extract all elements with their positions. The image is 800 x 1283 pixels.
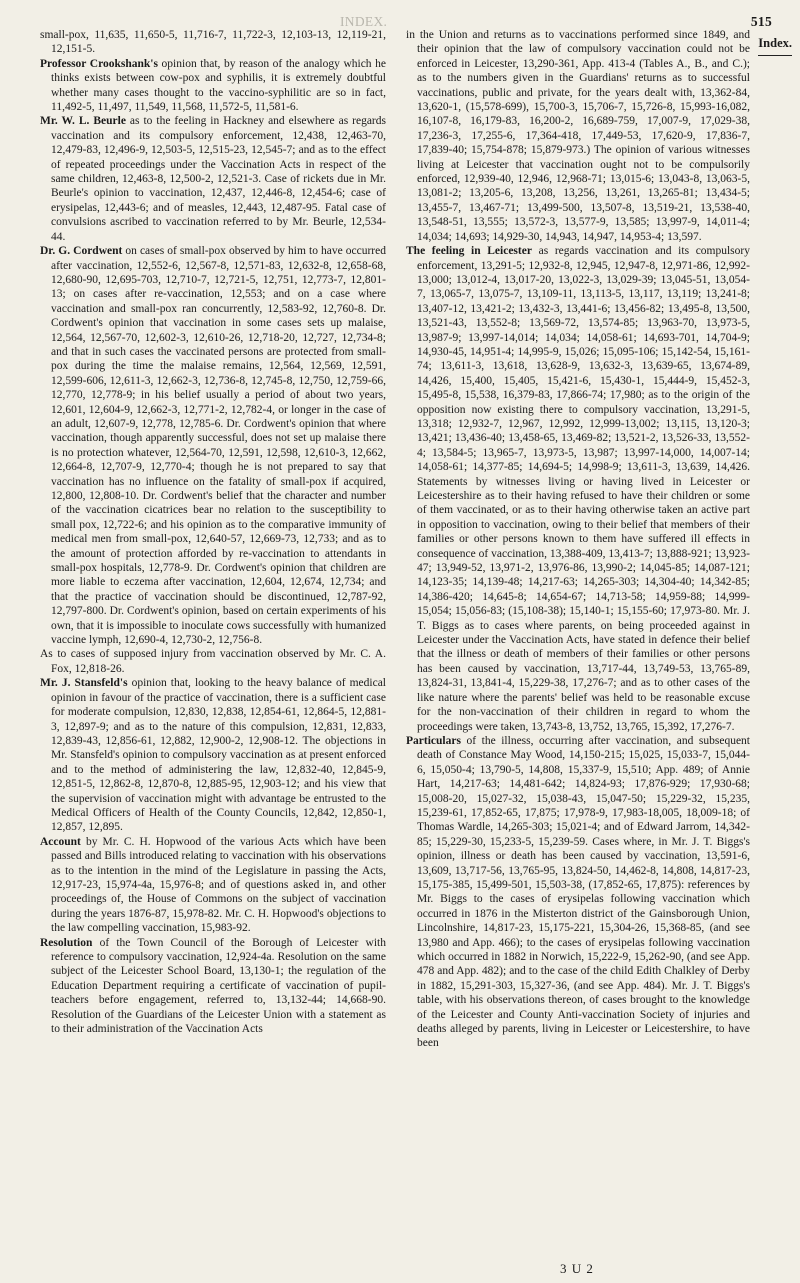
page-number: 515 bbox=[750, 14, 772, 29]
entry-text: small-pox, 11,635, 11,650-5, 11,716-7, 11,722-3, 12,103-13, 12,119-21, 12,151-5. bbox=[40, 29, 386, 56]
index-entry bbox=[40, 936, 386, 1037]
index-side-label: Index. bbox=[758, 36, 792, 56]
index-entry bbox=[40, 57, 386, 115]
entry-heading: Resolution bbox=[40, 936, 93, 949]
running-title: INDEX. bbox=[340, 14, 388, 29]
entry-heading: Mr. W. L. Beurle bbox=[40, 115, 126, 128]
entry-heading: Mr. J. Stansfeld's bbox=[40, 677, 128, 690]
entry-text: by Mr. C. H. Hopwood of the various Acts which have been passed and Bills introduced relating to vaccination with his observations as to the intention in the mind of the Legislature in passing the Acts, 12,917-23, 15,974-4a, 15,976-8; and of questions asked in, and other proceedings of, the House of Commons on the subject of vaccination during the years 1876-87, 15,978-82. Mr. C. H. Hopwood's objections to the law compelling vaccination, 15,983-92. bbox=[51, 835, 386, 935]
index-entry bbox=[40, 244, 386, 647]
index-entry bbox=[406, 734, 750, 1051]
index-entry bbox=[40, 676, 386, 834]
entry-text: as regards vaccination and its compulsory enforcement, 13,291-5; 12,932-8, 12,945, 12,947-8, 12,971-86, 12,992-13,000; 13,012-4, 13,017-20, 13,022-3, 13,029-39; 13,045-51, 13,054-7, 13,065-7, 13,075-7, 13,109-11, 13,113-5, 13,117, 13,119; 13,241-8; 13,407-12, 13,421-2; 13,432-3, 13,441-6; 13,456-82; 13,495-8, 13,500, 13,521-43, 13,552-8; 13,569-72, 13,574-85; 13,963-70, 13,973-5, 13,987-9; 13,997-14,014; 14,034; 14,058-61; 14,693-701, 14,704-9; 14,930-45, 14,951-4; 14,995-9, 15,026; 15,095-106; 15,142-54, 15,161-74; 13,611-3, 13,618, 13,628-9, 13,632-3, 13,639-65, 13,674-89, 14,426, 15,400, 15,405, 15,421-6, 15,430-1, 15,444-9, 15,452-3, 15,495-8, 15,538, 16,379-83, 17,866-74; 17,980; as to the origin of the opposition now existing there to compulsory vaccination, 13,291-5, 13,318; 12,932-7, 12,967, 12,992, 12,999-13,002; 13,115, 13,120-3; 13,421; 13,436-40; 13,458-65, 13,469-82; 13,521-2, 13,526-33, 13,552-4; 13,584-5; 13,965-7, 13,973-5, 13,987; 13,997-14,000, 14,007-14; 14,058-61; 14,377-85; 14,694-5; 14,998-9; 13,611-3, 13,639, 14,426. Statements by witnesses living or having lived in Leicester or Leicestershire as to their having refused to have their children or some of them vaccinated, or as to their having otherwise taken an active part in opposition to vaccination, owing to their belief that members of their families or other persons known to them have suffered ill effects in consequence of vaccination, 13,388-409, 13,413-7; 13,888-921; 13,923-47; 13,949-52, 13,971-2, 13,976-86, 13,990-2; 14,045-85; 14,087-121; 14,123-35; 14,139-48; 14,217-63; 14,265-303; 14,304-40; 14,342-85; 14,386-420; 14,645-8; 14,654-67; 14,713-58; 14,959-88; 14,999-15,054; 15,056-83; (15,108-38); 15,140-1; 15,155-60; 17,973-80. Mr. J. T. Biggs as to cases where parents, on being proceeded against in Leicester under the Vaccination Acts, have stated in defence their belief that the illness or death of members of their families or other persons has been caused by vaccination, 13,717-44, 13,749-53, 13,765-89, 13,824-31, 13,841-4, 15,229-38, 17,276-7; and as to other cases of the like nature where the parents' belief was held to be reasonable excuse for the non-vaccination of their children in regard to whom the proceedings were taken, 13,743-8, 13,752, 13,765, 15,392, 17,276-7. bbox=[417, 245, 750, 733]
entry-heading: Professor Crookshank's bbox=[40, 57, 158, 70]
entry-heading: Account bbox=[40, 835, 81, 848]
entry-heading: The feeling in Leicester bbox=[406, 245, 532, 258]
left-column bbox=[40, 28, 386, 1036]
entry-heading: Particulars bbox=[406, 734, 461, 747]
entry-text: of the Town Council of the Borough of Leicester with reference to compulsory vaccination, 12,924-4a. Resolution on the same subject of the Leicester School Board, 13,130-1; the regulation of the Education Department requiring a certificate of vaccination of pupil-teachers before engagement, referred to, 13,132-44; 14,668-90. Resolution of the Guardians of the Leicester Union with a statement as to their administration of the Vaccination Acts bbox=[51, 936, 386, 1036]
index-entry bbox=[406, 28, 750, 244]
index-entry bbox=[40, 835, 386, 936]
entry-text: as to the feeling in Hackney and elsewhere as regards vaccination and its compulsory enforcement, 12,438, 12,463-70, 12,479-83, 12,496-9, 12,503-5, 12,515-23, 12,545-7; and as to the effect of repeated proceedings under the Vaccination Acts in respect of the same children, 12,463-8, 12,500-2, 12,521-3. Case of rickets due in Mr. Beurle's opinion to vaccination, 12,437, 12,446-8, 12,454-6; case of erysipelas, 12,443-6; and of measles, 12,443, 12,487-95. Fatal case of convulsions ascribed to vaccination referred to by Mr. Beurle, 12,534-44. bbox=[51, 115, 386, 243]
index-entry bbox=[40, 647, 386, 676]
index-entry bbox=[406, 244, 750, 734]
signature-mark: 3 U 2 bbox=[560, 1261, 594, 1276]
entry-text: in the Union and returns as to vaccinations performed since 1849, and their opinion that the law of compulsory vaccination could not be enforced in Leicester, 13,290-361, App. 413-4 (Tables A., B., and C.); as to the numbers given in the Guardians' returns as to successful vaccinations, public and private, for the years dealt with, 13,362-84, 13,620-1, (15,578-699), 15,700-3, 15,706-7, 15,726-8, 15,993-16,082, 16,107-8, 16,179-83, 16,200-2, 16,689-759, 17,007-9, 17,029-38, 17,236-3, 17,255-6, 17,364-418, 17,449-53, 17,620-9, 17,836-7, 17,839-40; 15,754-878; 15,879-973.) The opinion of various witnesses living at Leicester that vaccination ought not to be compulsorily enforced, 12,939-40, 12,946, 12,968-71; 13,015-6; 13,043-8, 13,063-5, 13,081-2; 13,205-6, 13,208, 13,256, 13,261, 13,265-81; 13,434-5; 13,455-7, 13,467-71; 13,499-500, 13,507-8, 13,519-21, 13,538-40, 13,548-51, 13,555; 13,572-3, 13,577-9, 13,585; 13,997-9, 14,011-4; 14,034; 14,693; 14,929-30, 14,943, 14,947, 14,953-4; 13,597. bbox=[406, 29, 750, 243]
entry-text: on cases of small-pox observed by him to have occurred after vaccination, 12,552-6, 12,567-8, 12,571-83, 12,632-8, 12,658-68, 12,680-90, 12,695-703, 12,710-7, 12,721-5, 12,751, 12,773-7, 12,801-13; on cases after re-vaccination, 12,553; and on a case where vaccination and small-pox ran concurrently, 12,583-92, 12,760-8. Dr. Cordwent's opinion that vaccination in some cases sets up malaise, 12,564, 12,567-70, 12,602-3, 12,610-26, 12,718-20, 12,727, 12,734-8; and that in such cases the vaccinated persons are protected from small-pox during the time the malaise remains, 12,564, 12,569, 12,591, 12,599-606, 12,611-3, 12,662-3, 12,736-8, 12,745-8, 12,750, 12,759-66, 12,770, 12,778-9; in his belief usually a period of about two years, 12,601, 12,604-9, 12,662-3, 12,771-2, 12,782-4, or longer in the case of an adult, 12,607-9, 12,778, 12,785-6. Dr. Cordwent's opinion that where vaccination, though apparently successful, does not set up malaise there is no protection whatever, 12,564-70, 12,591, 12,598, 12,610-3, 12,662, 12,664-8, 12,707-9, 12,770-4; though he is not prepared to say that vaccination has no influence on the fatality of small-pox if acquired, 12,800, 12,808-10. Dr. Cordwent's belief that the character and number of the vaccination cicatrices bear no relation to the susceptibility to small pox, 12,722-6; and his opinion as to the comparative immunity of medical men from small-pox, 12,640-57, 12,669-73, 12,733; and as to the amount of protection afforded by re-vaccination to attendants in small-pox hospitals, 12,778-9. Dr. Cordwent's opinion that children are more liable to eczema after vaccination, 12,604, 12,674, 12,734; and that the practice of vaccination should be discontinued, 12,787-92, 12,797-800. Dr. Cordwent's opinion, based on certain experiments of his own, that it is impossible to inoculate cows successfully with humanized vaccine lymph, 12,690-4, 12,730-2, 12,756-8. bbox=[51, 245, 386, 647]
entry-text: As to cases of supposed injury from vaccination observed by Mr. C. A. Fox, 12,818-26. bbox=[40, 648, 386, 675]
index-entry bbox=[40, 28, 386, 57]
right-column bbox=[406, 28, 750, 1051]
entry-text: of the illness, occurring after vaccination, and subsequent death of Constance May Wood, 14,150-215; 15,025, 15,033-7, 15,044-6, 15,050-4; 13,790-5, 14,808, 15,337-9, 15,510; App. 489; of Annie Hart, 14,217-63; 14,481-642; 14,824-93; 17,876-929; 17,930-68; 15,008-20, 15,027-32, 15,038-43, 15,047-50; 15,229-32, 15,235, 15,239-61, 17,852-65, 17,875; 17,978-9, 17,983-18,005, 18,009-18; of Thomas Wardle, 14,265-303; 15,021-4; and of Edward Jarrom, 14,342-85; 15,229-30, 15,233-5, 15,239-59. Cases where, in Mr. J. T. Biggs's opinion, illness or death has been caused by vaccination, 13,591-6, 13,609, 13,717-56, 13,765-95, 13,824-50, 14,462-8, 14,808, 14,817-23, 15,175-385, 15,499-501, 15,503-38, (17,852-65, 17,875): references by Mr. Biggs to the cases of erysipelas following vaccination which occurred in 1876 in the Misterton district of the Gainsborough Union, Lincolnshire, 14,817-23, 15,175-221, 15,304-26, 15,368-85, (and see 13,980 and App. 466); to the cases of erysipelas following vaccination which occurred in 1882 in Norwich, 15,222-9, 15,262-90, (and see App. 478 and App. 482); and to the case of the child Edith Chalkley of Derby in 1882, 15,291-303, 15,327-36, (and see App. 484). Mr. J. T. Biggs's table, with his observations thereon, of cases brought to the knowledge of the Leicester and County Anti-vaccination Society of injuries and deaths alleged by parents, living in Leicester or Leicestershire, to have been bbox=[417, 734, 750, 1050]
entry-text: opinion that, looking to the heavy balance of medical opinion in favour of the practice of vaccination, there is a sufficient case for moderate compulsion, 12,830, 12,838, 12,854-61, 12,864-5, 12,881-3, 12,897-9; and as to the nature of this compulsion, 12,831, 12,833, 12,839-43, 12,856-61, 12,882, 12,900-2, 12,908-12. The objections in Mr. Stansfeld's opinion to compulsory vaccination as at present enforced and to the method of administering the law, 12,832-40, 12,845-9, 12,851-5, 12,862-8, 12,870-8, 12,885-95, 12,903-12; and his view that the supervision of vaccination might with advantage be entrusted to the Medical Officers of Health of the County Councils, 12,842, 12,850-1, 12,857, 12,895. bbox=[51, 677, 386, 834]
entry-text: opinion that, by reason of the analogy which he thinks exists between cow-pox and syphilis, it is extremely doubtful whether many cases thought to the vaccino-syphilitic are so in fact, 11,492-5, 11,497, 11,549, 11,568, 11,572-5, 11,581-6. bbox=[51, 57, 386, 114]
entry-heading: Dr. G. Cordwent bbox=[40, 245, 123, 258]
index-entry bbox=[40, 114, 386, 244]
